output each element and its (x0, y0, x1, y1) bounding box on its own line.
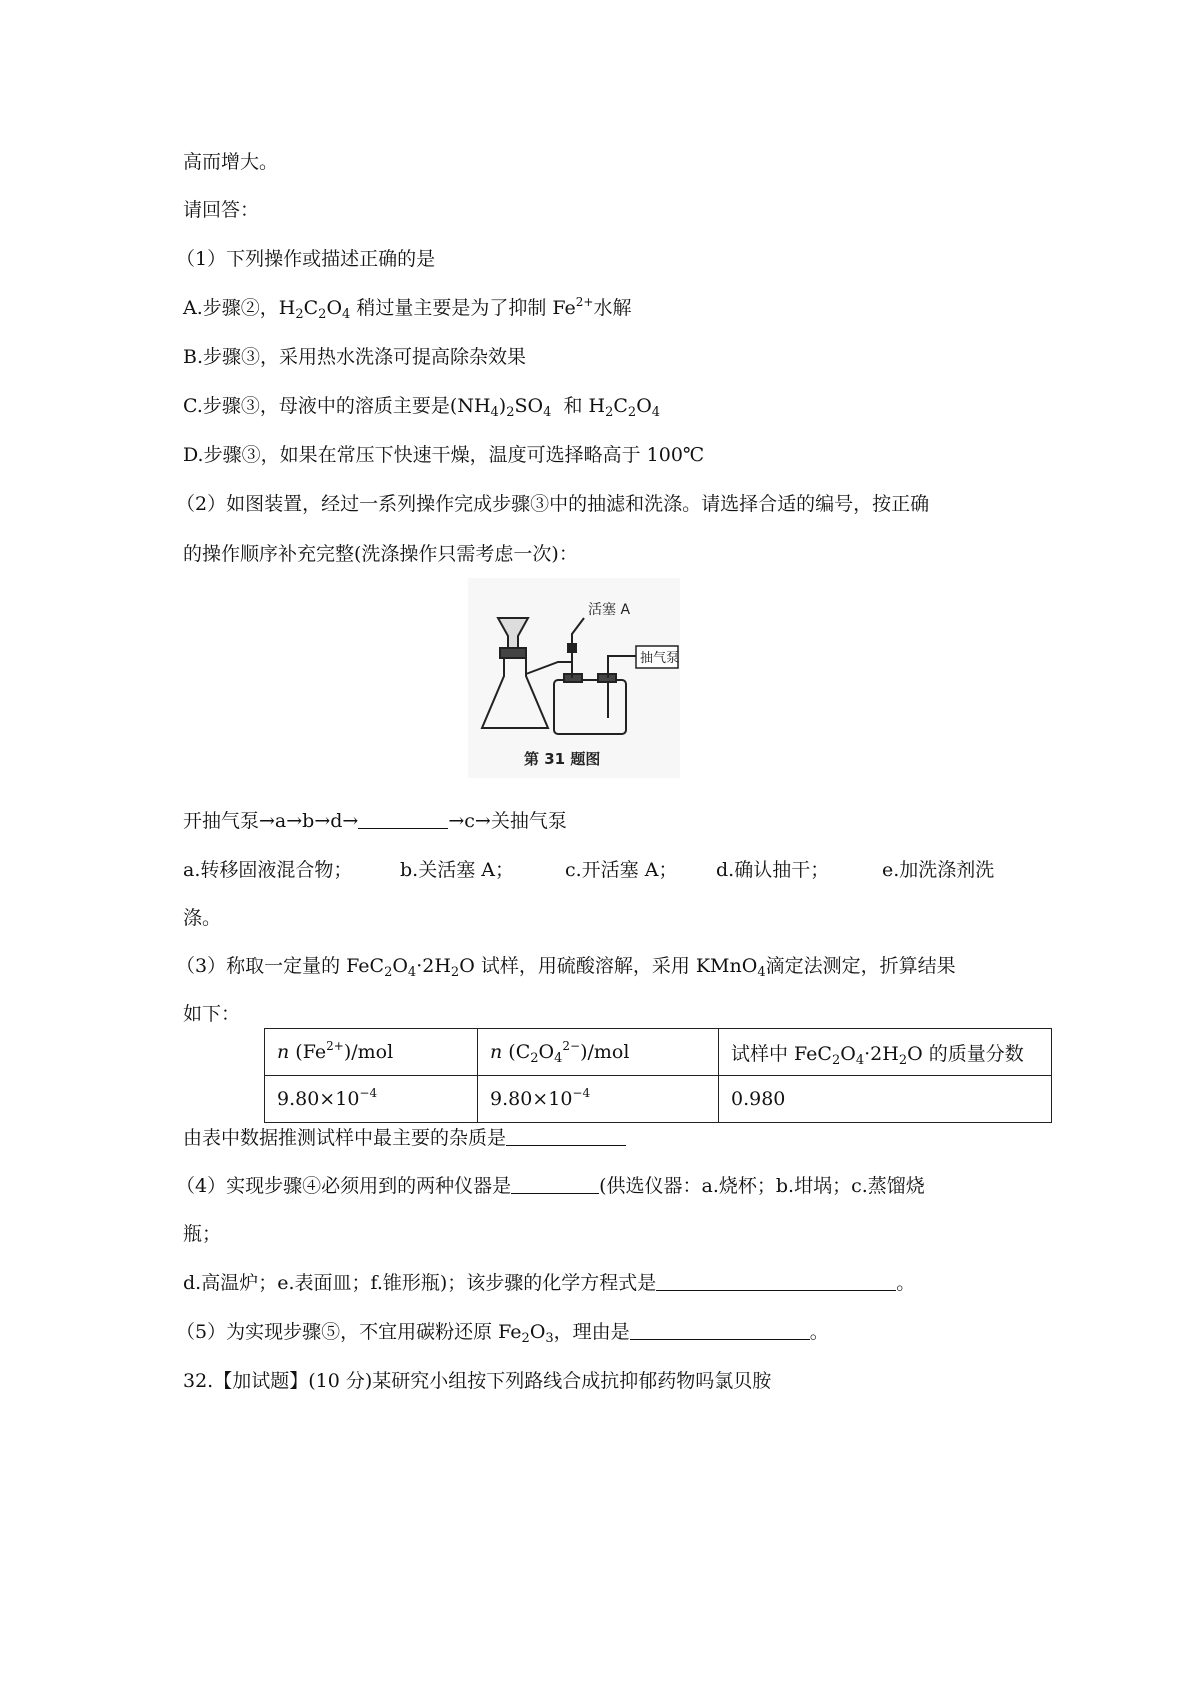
q4-line3: d.高温炉；e.表面皿；f.锥形瓶)；该步骤的化学方程式是 。 (183, 1272, 916, 1294)
q3-stem-line2: 如下： (183, 1003, 241, 1025)
table-cell-oxalate: $9.80\times 10^{-4}$ (478, 1076, 719, 1123)
q2-choice-d: d.确认抽干； (716, 859, 830, 881)
table-header-fe: n $(Fe^{2+})$/mol (265, 1029, 478, 1076)
figure-caption: 第 31 题图 (524, 750, 601, 768)
valve-label: 活塞 A (588, 602, 631, 618)
q1-option-d: D.步骤③，如果在常压下快速干燥，温度可选择略高于 100℃ (183, 444, 705, 466)
q2-choice-a: a.转移固液混合物； (183, 859, 353, 881)
q3-conclusion: 由表中数据推测试样中最主要的杂质是 (183, 1124, 626, 1152)
q5-line: （5）为实现步骤⑤，不宜用碳粉还原 $Fe_2O_3$，理由是 。 (176, 1321, 829, 1346)
q5-reason-blank[interactable] (630, 1321, 810, 1340)
q2-choice-c: c.开活塞 A； (565, 859, 678, 881)
q2-answer-blank[interactable] (358, 810, 448, 829)
answer-prompt: 请回答： (183, 199, 260, 221)
q1-option-c: C.步骤③，母液中的溶质主要是$(NH_4)_2SO_4$ 和 $H_2C_2O_4$ (183, 395, 661, 420)
q1-option-a: A.步骤②，$H_2C_2O_4$ 稍过量主要是为了抑制 $Fe^{2+}$水解 (183, 295, 632, 322)
q2-choice-b: b.关活塞 A； (400, 859, 514, 881)
q2-choice-e-cont: 涤。 (183, 907, 222, 929)
q2-choice-e: e.加洗涤剂洗 (882, 859, 995, 881)
table-cell-fe: $9.80\times 10^{-4}$ (265, 1076, 478, 1123)
q2-stem-line1: （2）如图装置，经过一系列操作完成步骤③中的抽滤和洗涤。请选择合适的编号，按正确 (176, 493, 930, 515)
q4-equation-blank[interactable] (656, 1272, 896, 1291)
q4-line1: （4）实现步骤④必须用到的两种仪器是 (供选仪器：a.烧杯；b.坩埚；c.蒸馏烧 (176, 1175, 925, 1197)
q2-sequence: 开抽气泵→a→b→d→ →c→关抽气泵 (183, 810, 567, 832)
q3-data-table (264, 1028, 1052, 1123)
q32-heading: 32.【加试题】(10 分)某研究小组按下列路线合成抗抑郁药物吗氯贝胺 (183, 1370, 772, 1392)
q3-stem-line1: （3）称取一定量的 $FeC_2O_4\cdot 2H_2O$ 试样，用硫酸溶解，采用 KMnO$_4$滴定法测定，折算结果 (176, 955, 956, 980)
suction-filtration-figure (468, 578, 680, 778)
q3-answer-blank[interactable] (506, 1127, 626, 1146)
q4-instrument-blank[interactable] (511, 1175, 599, 1194)
table-header-oxalate: n $(C_2O_4^{2-})$/mol (478, 1029, 719, 1076)
pump-label: 抽气泵 (640, 651, 680, 666)
table-header-mass-fraction: 试样中 $FeC_2O_4\cdot 2H_2O$ 的质量分数 (719, 1029, 1052, 1076)
q4-line2: 瓶； (183, 1223, 222, 1245)
intro-tail: 高而增大。 (183, 151, 279, 173)
valve-icon (568, 644, 576, 652)
q1-stem: （1）下列操作或描述正确的是 (176, 248, 436, 270)
q1-option-b: B.步骤③，采用热水洗涤可提高除杂效果 (183, 346, 527, 368)
q2-stem-line2: 的操作顺序补充完整(洗涤操作只需考虑一次)： (183, 543, 578, 565)
table-cell-mass-fraction: 0.980 (719, 1076, 1052, 1123)
